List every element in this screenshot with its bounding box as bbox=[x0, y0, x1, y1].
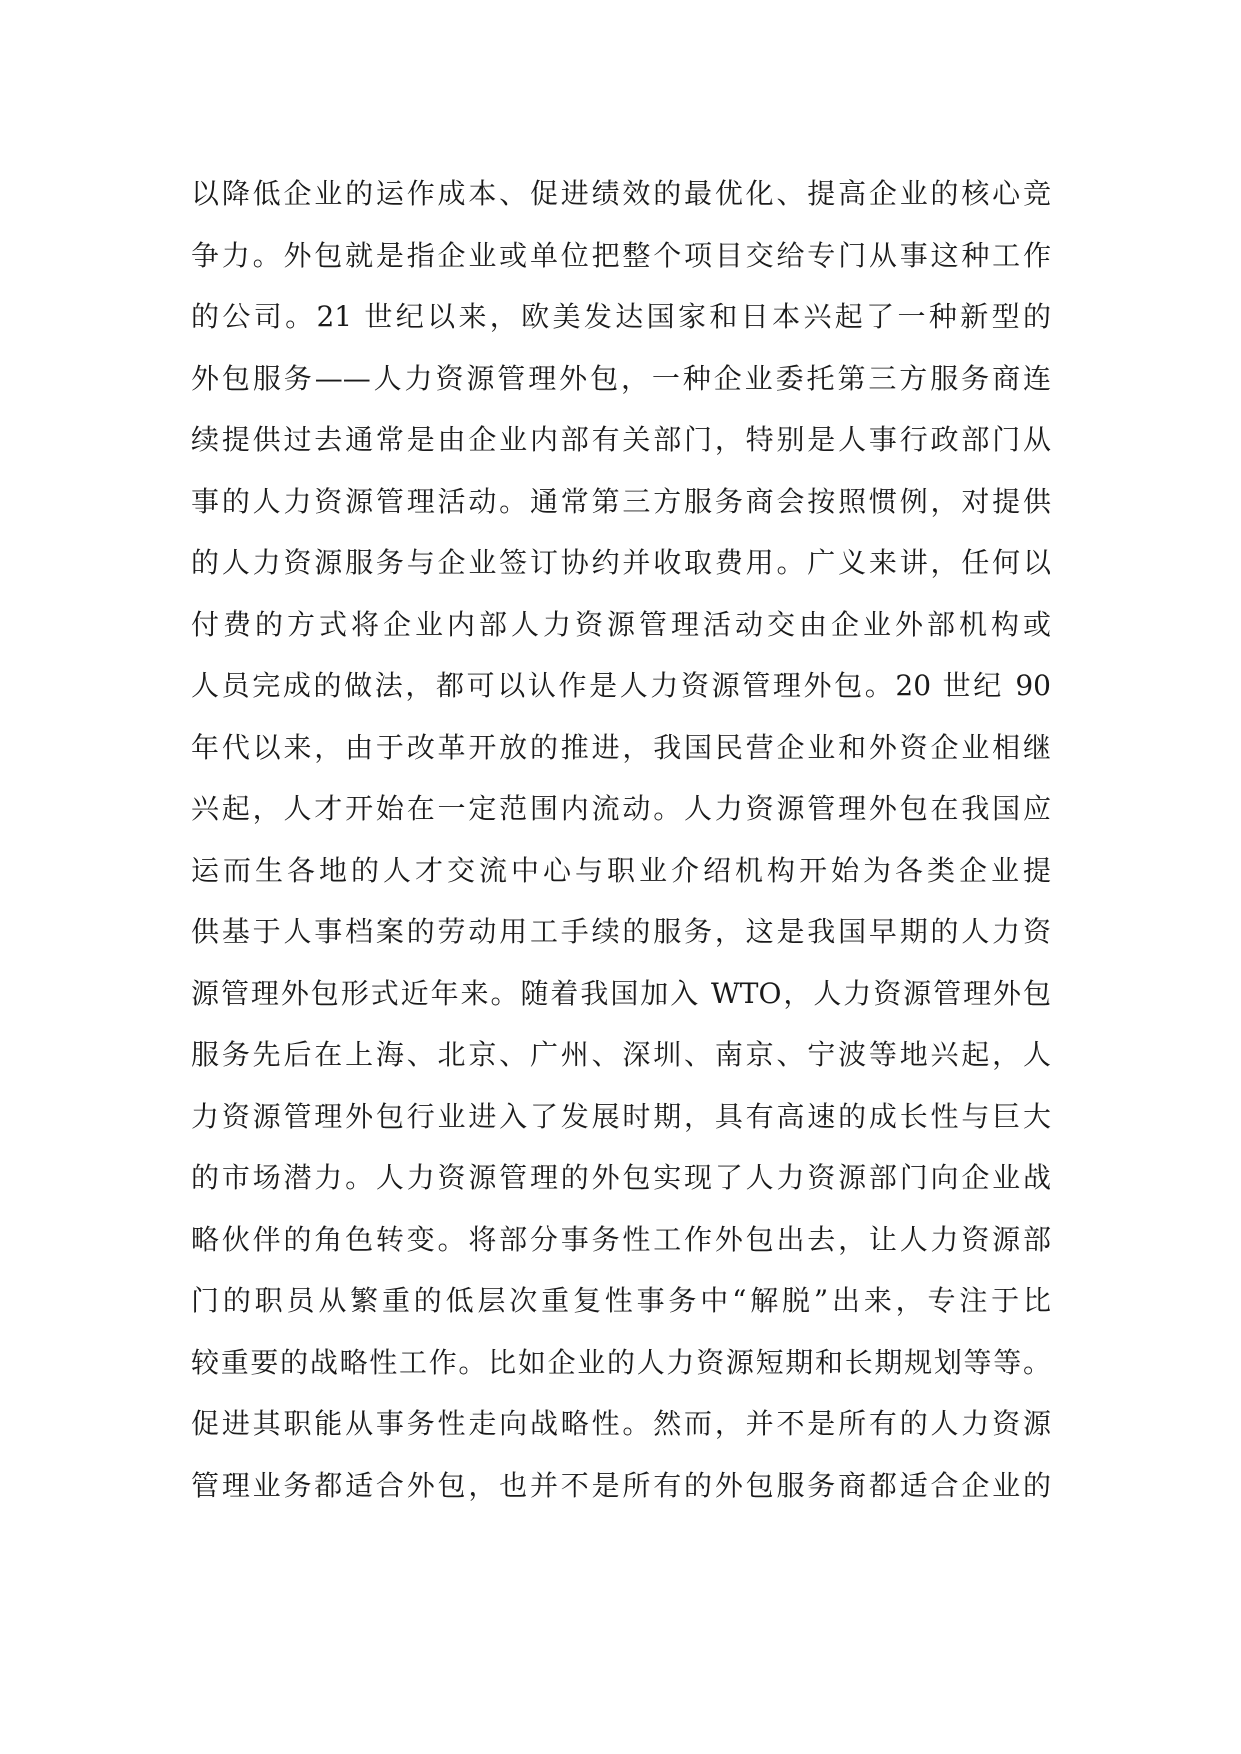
text-line: 事的人力资源管理活动。通常第三方服务商会按照惯例，对提供 bbox=[191, 484, 1051, 518]
text-line: 门的职员从繁重的低层次重复性事务中“解脱”出来，专注于比 bbox=[191, 1284, 1051, 1317]
text-line: 的人力资源服务与企业签订协约并收取费用。广义来讲，任何以 bbox=[191, 546, 1051, 579]
text-line: 的市场潜力。人力资源管理的外包实现了人力资源部门向企业战 bbox=[191, 1161, 1051, 1194]
text-line: 较重要的战略性工作。比如企业的人力资源短期和长期规划等等。 bbox=[191, 1345, 1051, 1379]
body-paragraph bbox=[191, 163, 1051, 1516]
text-line: 运而生各地的人才交流中心与职业介绍机构开始为各类企业提 bbox=[191, 853, 1051, 887]
text-line: 年代以来，由于改革开放的推进，我国民营企业和外资企业相继 bbox=[191, 730, 1051, 764]
text-line: 付费的方式将企业内部人力资源管理活动交由企业外部机构或 bbox=[191, 607, 1051, 641]
text-line: 管理业务都适合外包，也并不是所有的外包服务商都适合企业的 bbox=[191, 1468, 1051, 1502]
text-line: 兴起，人才开始在一定范围内流动。人力资源管理外包在我国应 bbox=[191, 792, 1051, 825]
text-line: 外包服务——人力资源管理外包，一种企业委托第三方服务商连 bbox=[191, 361, 1051, 395]
text-line: 以降低企业的运作成本、促进绩效的最优化、提高企业的核心竞 bbox=[191, 177, 1051, 210]
text-line: 促进其职能从事务性走向战略性。然而，并不是所有的人力资源 bbox=[191, 1407, 1051, 1440]
text-line: 人员完成的做法，都可以认作是人力资源管理外包。20 世纪 90 bbox=[191, 669, 1051, 702]
text-line: 续提供过去通常是由企业内部有关部门，特别是人事行政部门从 bbox=[191, 423, 1051, 456]
text-line: 争力。外包就是指企业或单位把整个项目交给专门从事这种工作 bbox=[191, 238, 1051, 272]
text-line: 供基于人事档案的劳动用工手续的服务，这是我国早期的人力资 bbox=[191, 915, 1051, 948]
text-line: 的公司。21 世纪以来，欧美发达国家和日本兴起了一种新型的 bbox=[191, 300, 1051, 333]
text-line: 源管理外包形式近年来。随着我国加入 WTO，人力资源管理外包 bbox=[191, 976, 1051, 1010]
text-line: 服务先后在上海、北京、广州、深圳、南京、宁波等地兴起，人 bbox=[191, 1038, 1051, 1071]
text-line: 力资源管理外包行业进入了发展时期，具有高速的成长性与巨大 bbox=[191, 1099, 1051, 1133]
text-line: 略伙伴的角色转变。将部分事务性工作外包出去，让人力资源部 bbox=[191, 1222, 1051, 1256]
